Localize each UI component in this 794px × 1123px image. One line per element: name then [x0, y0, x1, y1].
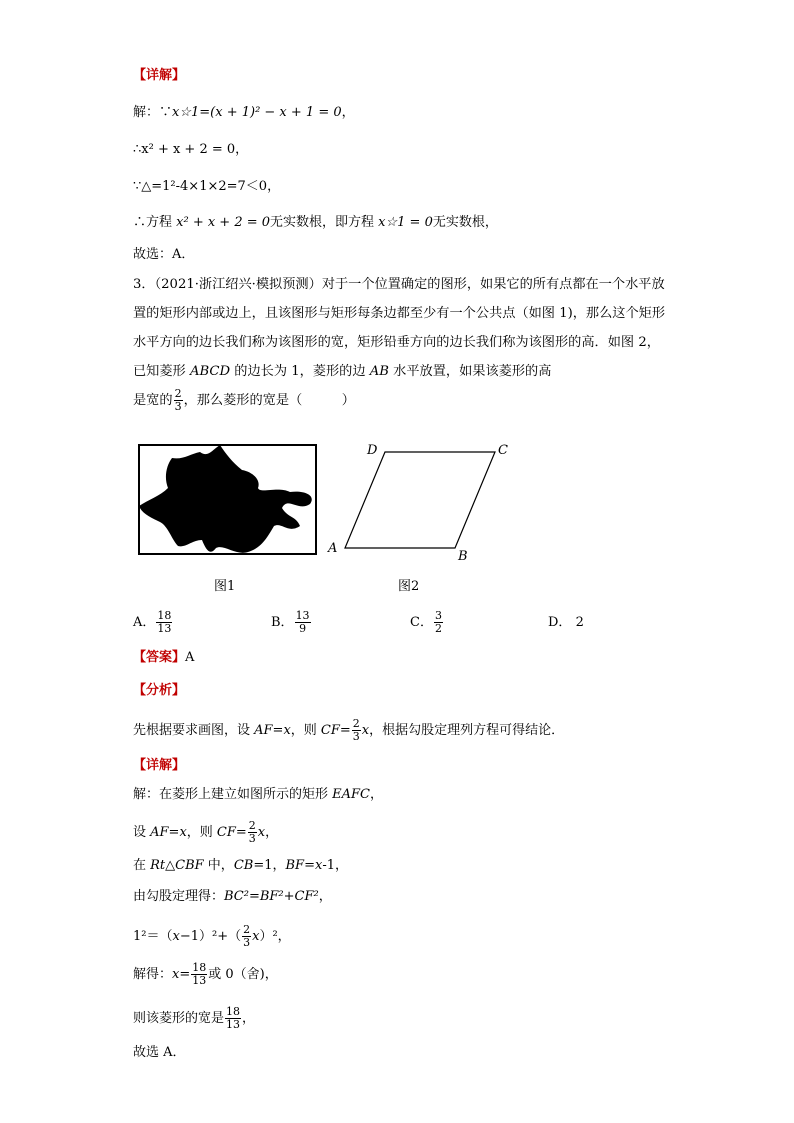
numerator: 18: [226, 1005, 241, 1018]
text: ABCD: [189, 364, 231, 379]
text: ，根据勾股定理列方程可得结论．: [369, 723, 565, 738]
answer-line: [133, 648, 194, 668]
option-d: [548, 608, 584, 638]
sol-line-4: [133, 887, 332, 907]
text: BF: [285, 858, 305, 873]
numerator: 3: [434, 609, 442, 622]
denominator: 3: [243, 936, 251, 949]
text: =1，: [253, 858, 286, 873]
sol-line-2: [133, 820, 278, 845]
text: AF=x: [150, 825, 187, 840]
text: ，则: [186, 825, 217, 840]
text: ∴方程: [133, 215, 177, 230]
text: 无实数根，: [432, 215, 498, 230]
fraction: [248, 820, 257, 845]
equation: x☆1=(x + 1)² − x + 1 = 0: [172, 105, 342, 120]
solution-line-1: [133, 103, 355, 123]
text: 对于一个位置确定的图形，如果它的所有点都在一个水平放置的矩形内部或边上，且该图形与矩形每条边都至少有一个公共点（如图 1)，那么这个矩形水平方向的边长我们称为该图形的宽，矩形铅垂方向的边长我们称为该图形的高．如图 2，已知菱形: [133, 277, 666, 379]
text: 1²＝（: [133, 929, 173, 944]
text: 由勾股定理得：: [133, 889, 225, 904]
sol-line-6: [133, 962, 278, 987]
figure-1-caption: 图1: [214, 579, 236, 594]
solution-line-3: ∵△=1²-4×1×2=7＜0，: [133, 179, 281, 194]
text: ，: [318, 889, 332, 904]
text: 无实数根，即方程: [270, 215, 379, 230]
text: x: [172, 967, 180, 982]
question-3-text: [133, 270, 673, 415]
text: x: [172, 929, 180, 944]
fraction: [352, 718, 361, 743]
solution-line-5: 故选：A．: [133, 247, 195, 262]
text: CF=: [320, 723, 351, 738]
text: BC²=BF²+CF²: [224, 889, 319, 904]
sol-line-7: [133, 1006, 255, 1031]
option-letter: B．: [271, 615, 294, 630]
question-source: （2021·浙江绍兴·模拟预测）: [154, 277, 322, 292]
analysis-text: [133, 718, 564, 743]
equation: x☆1 = 0: [378, 215, 433, 230]
text: x: [252, 929, 260, 944]
text: AB: [369, 364, 389, 379]
text: 的边长为 1，菱形的边: [230, 364, 370, 379]
fraction: [156, 610, 172, 635]
text: ，则: [290, 723, 321, 738]
denominator: 3: [352, 730, 360, 743]
text: 则该菱形的宽是: [133, 1011, 225, 1026]
denominator: 13: [157, 622, 172, 635]
text: 解得：: [133, 967, 173, 982]
rhombus-abcd: [345, 452, 495, 548]
solution-line-2: ∴x² + x + 2 = 0，: [133, 142, 249, 157]
text: ，: [370, 787, 384, 802]
question-number: 3．: [133, 277, 155, 292]
figure-2-caption: 图2: [398, 579, 420, 594]
numerator: 18: [157, 609, 172, 622]
analysis-heading: 【分析】: [133, 683, 186, 698]
text: ，: [242, 1011, 256, 1026]
sol-line-8: 故选 A．: [133, 1045, 186, 1060]
text: 水平放置，如果该菱形的高: [388, 364, 552, 379]
text: x: [361, 723, 370, 738]
fraction: [242, 924, 251, 949]
denominator: 3: [248, 832, 256, 845]
solution-line-4: [133, 213, 498, 233]
numerator: 2: [248, 819, 256, 832]
text: =: [179, 967, 191, 982]
label-c: C: [498, 443, 508, 458]
text: -1，: [322, 858, 348, 873]
answer-value: A: [185, 650, 195, 665]
text: ，: [265, 825, 279, 840]
text: 是宽的: [133, 393, 173, 408]
label-d: D: [367, 443, 378, 458]
numerator: 2: [243, 923, 251, 936]
numerator: 18: [192, 961, 207, 974]
text: Rt△CBF: [150, 858, 204, 873]
sol-line-3: [133, 856, 348, 876]
text: CB: [233, 858, 254, 873]
denominator: 3: [174, 400, 182, 413]
detail-heading: 【详解】: [133, 68, 186, 83]
numerator: 13: [295, 609, 310, 622]
text: x: [257, 825, 266, 840]
text: 解：在菱形上建立如图所示的矩形: [133, 787, 333, 802]
text: 或 0（舍)，: [208, 967, 278, 982]
text: ）²，: [259, 929, 291, 944]
denominator: 13: [192, 974, 207, 987]
text: =: [304, 858, 315, 873]
denominator: 13: [226, 1018, 241, 1031]
text: 先根据要求画图，设: [133, 723, 255, 738]
denominator: 2: [434, 622, 442, 635]
text: x: [314, 858, 323, 873]
text: 解：∵: [133, 105, 173, 120]
text: EAFC: [332, 787, 370, 802]
fraction: [191, 962, 207, 987]
text: 在: [133, 858, 151, 873]
text: ，那么菱形的宽是（ ）: [183, 393, 355, 408]
option-c: [410, 608, 444, 638]
text: −1）²+（: [179, 929, 242, 944]
label-b: B: [458, 549, 468, 564]
text: 设: [133, 825, 151, 840]
option-b: [271, 608, 312, 638]
denominator: 9: [299, 622, 307, 635]
fraction: [295, 610, 311, 635]
fraction: [434, 610, 443, 635]
text: 中，: [203, 858, 234, 873]
option-value: 2: [575, 615, 584, 630]
text: AF=x: [254, 723, 291, 738]
figure-1: [138, 444, 318, 556]
answer-tag: 【答案】: [133, 650, 186, 665]
fraction: [225, 1006, 241, 1031]
option-letter: C．: [410, 615, 433, 630]
sol-line-5: [133, 924, 291, 949]
solution-heading: 【详解】: [133, 758, 186, 773]
option-letter: D．: [548, 615, 572, 630]
option-a: [133, 608, 173, 638]
sol-line-1: [133, 785, 383, 805]
text: CF=: [216, 825, 247, 840]
numerator: 2: [174, 387, 182, 400]
option-letter: A．: [133, 615, 156, 630]
label-a: A: [328, 541, 338, 556]
figure-2-rhombus: [322, 438, 522, 568]
fraction: [174, 388, 183, 413]
equation: x² + x + 2 = 0: [176, 215, 271, 230]
numerator: 2: [352, 717, 360, 730]
text: ，: [341, 105, 355, 120]
